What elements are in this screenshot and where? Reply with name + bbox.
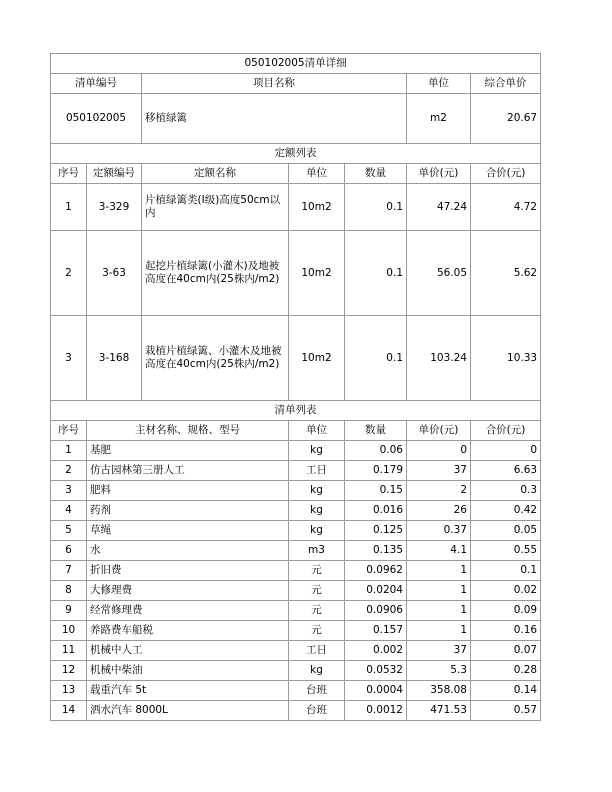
material-unit: 工日 [289,461,345,481]
quota-total: 10.33 [471,316,541,401]
material-total: 0.07 [471,641,541,661]
material-unit: 元 [289,581,345,601]
quota-qty-header: 数量 [345,164,407,184]
quota-unit: 10m2 [289,231,345,316]
quota-qty: 0.1 [345,231,407,316]
material-name: 基肥 [87,441,289,461]
material-unit: kg [289,521,345,541]
material-total: 0.02 [471,581,541,601]
material-name: 仿古园林第三册人工 [87,461,289,481]
material-row [51,481,541,501]
material-unit: 台班 [289,701,345,721]
material-qty: 0.0532 [345,661,407,681]
bill-code: 050102005 [51,94,142,144]
material-name: 药剂 [87,501,289,521]
material-row [51,681,541,701]
quota-no: 2 [51,231,87,316]
material-no: 6 [51,541,87,561]
quota-price: 103.24 [407,316,471,401]
material-unit: 工日 [289,641,345,661]
material-name: 水 [87,541,289,561]
material-row [51,701,541,721]
material-price: 1 [407,601,471,621]
material-price: 358.08 [407,681,471,701]
material-unit-header: 单位 [289,421,345,441]
material-qty: 0.135 [345,541,407,561]
material-unit: kg [289,661,345,681]
material-row [51,521,541,541]
material-section-title: 清单列表 [51,401,541,421]
material-no: 2 [51,461,87,481]
material-no: 12 [51,661,87,681]
material-row [51,641,541,661]
quota-header-row [51,164,541,184]
material-list [51,441,541,721]
material-price: 471.53 [407,701,471,721]
bill-detail-table [50,53,541,721]
material-name: 大修理费 [87,581,289,601]
material-price: 37 [407,461,471,481]
quota-price: 56.05 [407,231,471,316]
material-row [51,661,541,681]
material-no: 10 [51,621,87,641]
bill-unit-header: 单位 [407,74,471,94]
material-total: 0.57 [471,701,541,721]
material-price: 0 [407,441,471,461]
material-name: 养路费车船税 [87,621,289,641]
material-price: 37 [407,641,471,661]
material-no: 14 [51,701,87,721]
material-name: 草绳 [87,521,289,541]
material-total: 0.09 [471,601,541,621]
material-qty-header: 数量 [345,421,407,441]
quota-total-header: 合价(元) [471,164,541,184]
quota-price: 47.24 [407,184,471,231]
quota-unit-header: 单位 [289,164,345,184]
material-unit: kg [289,481,345,501]
quota-code-header: 定额编号 [87,164,142,184]
quota-qty: 0.1 [345,184,407,231]
quota-row [51,184,541,231]
material-price: 2 [407,481,471,501]
bill-price-header: 综合单价 [471,74,541,94]
material-qty: 0.15 [345,481,407,501]
material-row [51,621,541,641]
material-price: 0.37 [407,521,471,541]
material-total: 0.1 [471,561,541,581]
material-no-header: 序号 [51,421,87,441]
quota-name-header: 定额名称 [142,164,289,184]
material-total: 0.14 [471,681,541,701]
material-total: 0.28 [471,661,541,681]
quota-qty: 0.1 [345,316,407,401]
material-qty: 0.06 [345,441,407,461]
material-price: 26 [407,501,471,521]
material-qty: 0.002 [345,641,407,661]
material-no: 1 [51,441,87,461]
material-no: 9 [51,601,87,621]
quota-code: 3-329 [87,184,142,231]
material-unit: 台班 [289,681,345,701]
quota-no: 3 [51,316,87,401]
material-total: 0.3 [471,481,541,501]
quota-section-title: 定额列表 [51,144,541,164]
material-name-header: 主材名称、规格、型号 [87,421,289,441]
bill-name-header: 项目名称 [142,74,407,94]
material-name: 折旧费 [87,561,289,581]
material-row [51,581,541,601]
material-row [51,601,541,621]
material-name: 机械中柴油 [87,661,289,681]
bill-header-row [51,74,541,94]
material-row [51,441,541,461]
document-title: 050102005清单详细 [51,54,541,74]
material-qty: 0.0906 [345,601,407,621]
quota-total: 5.62 [471,231,541,316]
material-name: 肥料 [87,481,289,501]
material-no: 4 [51,501,87,521]
material-row [51,461,541,481]
material-qty: 0.0962 [345,561,407,581]
bill-row [51,94,541,144]
material-price-header: 单价(元) [407,421,471,441]
material-price: 1 [407,621,471,641]
bill-price: 20.67 [471,94,541,144]
material-qty: 0.016 [345,501,407,521]
material-no: 7 [51,561,87,581]
material-total-header: 合价(元) [471,421,541,441]
material-total: 0.05 [471,521,541,541]
material-unit: kg [289,501,345,521]
material-qty: 0.0004 [345,681,407,701]
material-no: 5 [51,521,87,541]
quota-no: 1 [51,184,87,231]
material-unit: kg [289,441,345,461]
material-qty: 0.0012 [345,701,407,721]
bill-unit: m2 [407,94,471,144]
material-unit: 元 [289,621,345,641]
material-price: 1 [407,561,471,581]
material-total: 6.63 [471,461,541,481]
material-no: 3 [51,481,87,501]
bill-code-header: 清单编号 [51,74,142,94]
material-qty: 0.125 [345,521,407,541]
material-total: 0.16 [471,621,541,641]
quota-row [51,231,541,316]
material-name: 洒水汽车 8000L [87,701,289,721]
material-total: 0.55 [471,541,541,561]
material-total: 0 [471,441,541,461]
material-name: 机械中人工 [87,641,289,661]
material-name: 经常修理费 [87,601,289,621]
quota-unit: 10m2 [289,184,345,231]
material-qty: 0.157 [345,621,407,641]
material-unit: m3 [289,541,345,561]
material-price: 5.3 [407,661,471,681]
quota-row [51,316,541,401]
material-qty: 0.0204 [345,581,407,601]
quota-name: 栽植片植绿篱、小灌木及地被高度在40cm内(25株内/m2) [142,316,289,401]
bill-name: 移植绿篱 [142,94,407,144]
material-no: 11 [51,641,87,661]
material-name: 载重汽车 5t [87,681,289,701]
material-no: 8 [51,581,87,601]
quota-name: 片植绿篱类(Ⅰ级)高度50cm以内 [142,184,289,231]
material-price: 4.1 [407,541,471,561]
quota-name: 起挖片植绿篱(小灌木)及地被高度在40cm内(25株内/m2) [142,231,289,316]
material-row [51,541,541,561]
quota-code: 3-168 [87,316,142,401]
quota-no-header: 序号 [51,164,87,184]
material-no: 13 [51,681,87,701]
material-qty: 0.179 [345,461,407,481]
quota-code: 3-63 [87,231,142,316]
material-row [51,501,541,521]
quota-price-header: 单价(元) [407,164,471,184]
material-price: 1 [407,581,471,601]
material-header-row [51,421,541,441]
material-row [51,561,541,581]
material-unit: 元 [289,601,345,621]
quota-unit: 10m2 [289,316,345,401]
quota-total: 4.72 [471,184,541,231]
material-unit: 元 [289,561,345,581]
material-total: 0.42 [471,501,541,521]
